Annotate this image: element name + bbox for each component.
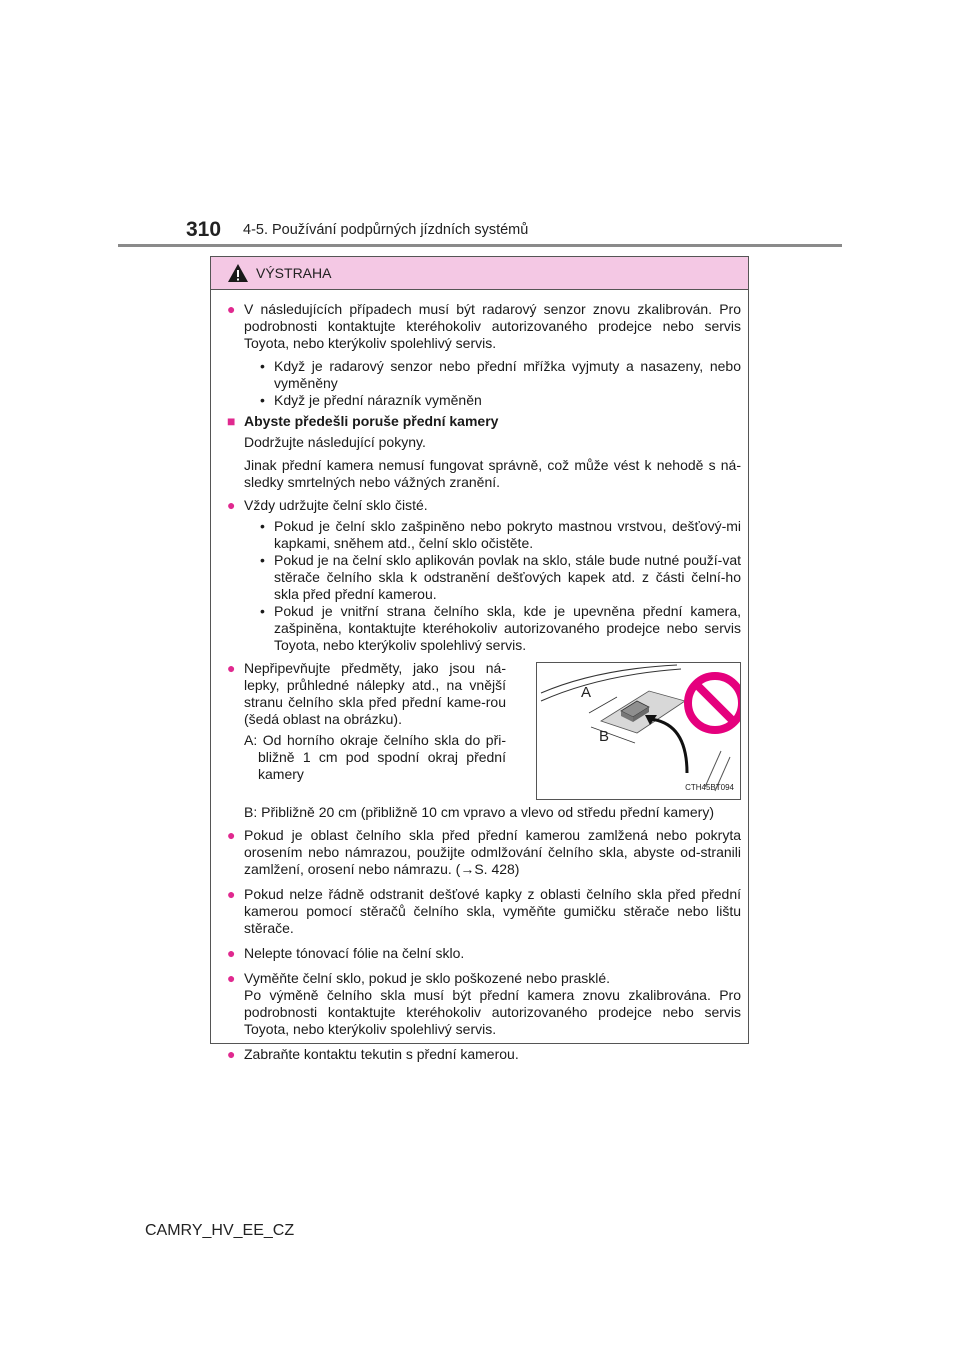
model-code: CAMRY_HV_EE_CZ: [145, 1222, 295, 1239]
bullet-text: Pokud je oblast čelního skla před přední kamerou zamlžená nebo pokryta orosením nebo námrazou, použijte odmlžování čelního skla, abyste od-stranili zamlžení, orosení nebo námrazu. (→S. 428): [244, 827, 741, 877]
sub-item: [227, 518, 741, 552]
warning-content: [227, 301, 741, 1063]
paragraph: Dodržujte následující pokyny.: [244, 434, 426, 450]
bullet: ●: [227, 886, 236, 902]
bullet-text: Nelepte tónovací fólie na čelní sklo.: [244, 945, 465, 961]
list-item: [227, 660, 506, 728]
sub-text: Pokud je čelní sklo zašpiněno nebo pokryto mastnou vrstvou, dešťový-mi kapkami, sněhem atd., čelní sklo očistěte.: [274, 518, 741, 551]
bullet-text: Vyměňte čelní sklo, pokud je sklo poškozené nebo prasklé.: [244, 970, 611, 986]
square-bullet: ■: [227, 413, 236, 429]
bullet-text: Nepřipevňujte předměty, jako jsou ná-lepky, průhledné nálepky atd., na vnější stranu čelního skla před přední kame-rou (šedá oblast na obrázku).: [244, 660, 506, 727]
sub-text: Když je přední nárazník vyměněn: [274, 392, 482, 408]
sub-item: [227, 392, 741, 409]
bullet-continuation: Po výměně čelního skla musí být přední kamera znovu zkalibrována. Pro podrobnosti kontaktujte kteréhokoliv autorizovaného prodejce nebo servis Toyota, nebo kterýkoliv spolehlivý servis.: [244, 987, 741, 1037]
list-item: [227, 827, 741, 878]
warning-box: [210, 256, 749, 1062]
warning-header: [211, 257, 748, 290]
bullet-text: Zabraňte kontaktu tekutin s přední kamerou.: [244, 1046, 519, 1062]
sub-item: [227, 603, 741, 654]
sub-bullet: •: [260, 603, 265, 619]
subheading-text: Abyste předešli poruše přední kamery: [244, 413, 499, 429]
paragraph: Jinak přední kamera nemusí fungovat správně, což může vést k nehodě s ná-sledky smrtelných nebo vážných zranění.: [244, 457, 741, 490]
list-item: [227, 1046, 741, 1063]
sub-text: Když je radarový senzor nebo přední mřížka vyjmuty a nasazeny, nebo vyměněny: [274, 358, 741, 391]
bullet-text: Vždy udržujte čelní sklo čisté.: [244, 497, 428, 513]
figure-row: [227, 660, 741, 800]
figure-label-b: B: [599, 728, 610, 745]
bullet-text: V následujících případech musí být radarový senzor znovu zkalibrován. Pro podrobnosti kontaktujte kteréhokoliv autorizovaného prodejce nebo servis Toyota, nebo kterýkoliv spolehlivý servis.: [244, 301, 741, 351]
list-item: [227, 497, 741, 514]
bullet: ●: [227, 827, 236, 843]
sub-bullet: •: [260, 552, 265, 568]
warning-title: VÝSTRAHA: [256, 265, 332, 281]
sub-bullet: •: [260, 358, 265, 374]
header-rule: [118, 244, 842, 247]
bullet-text: Pokud nelze řádně odstranit dešťové kapky z oblasti čelního skla před přední kamerou pomocí stěračů čelního skla, vyměňte gumičku stěrače nebo lištu stěrače.: [244, 886, 741, 936]
list-item: [227, 886, 741, 937]
bullet: ●: [227, 945, 236, 961]
list-item: [227, 301, 741, 352]
sub-item: [227, 358, 741, 392]
sub-item: [227, 552, 741, 603]
list-item: [227, 945, 741, 962]
sub-bullet: •: [260, 518, 265, 534]
bullet: ●: [227, 1046, 236, 1062]
sub-text: Pokud je vnitřní strana čelního skla, kde je upevněna přední kamera, zašpiněna, kontaktujte kteréhokoliv autorizovaného prodejce nebo servis Toyota, nebo kterýkoliv spolehlivý servis.: [274, 603, 741, 653]
sub-bullet: •: [260, 392, 265, 408]
subheading: [227, 413, 741, 430]
warning-triangle-icon: [227, 263, 249, 283]
list-item: [227, 970, 741, 1038]
figure-label-a: A: [581, 684, 592, 701]
bullet: ●: [227, 497, 236, 513]
section-title: 4-5. Používání podpůrných jízdních systémů: [243, 222, 529, 238]
windshield-figure: [536, 662, 741, 800]
bullet: ●: [227, 660, 236, 676]
page-number: 310: [186, 218, 222, 241]
bullet: ●: [227, 970, 236, 986]
sub-text: Pokud je na čelní sklo aplikován povlak na sklo, stále bude nutné použí-vat stěrače čelního skla k odstranění dešťových kapek atd. z části čelní-ho skla před přední kamerou.: [274, 552, 741, 602]
note-a: A: Od horního okraje čelního skla do při-bližně 1 cm pod spodní okraj přední kamery: [244, 732, 506, 782]
note-b: B: Přibližně 20 cm (přibližně 10 cm vpravo a vlevo od středu přední kamery): [244, 804, 714, 820]
bullet: ●: [227, 301, 236, 317]
figure-code: CTH45BT094: [685, 783, 734, 792]
